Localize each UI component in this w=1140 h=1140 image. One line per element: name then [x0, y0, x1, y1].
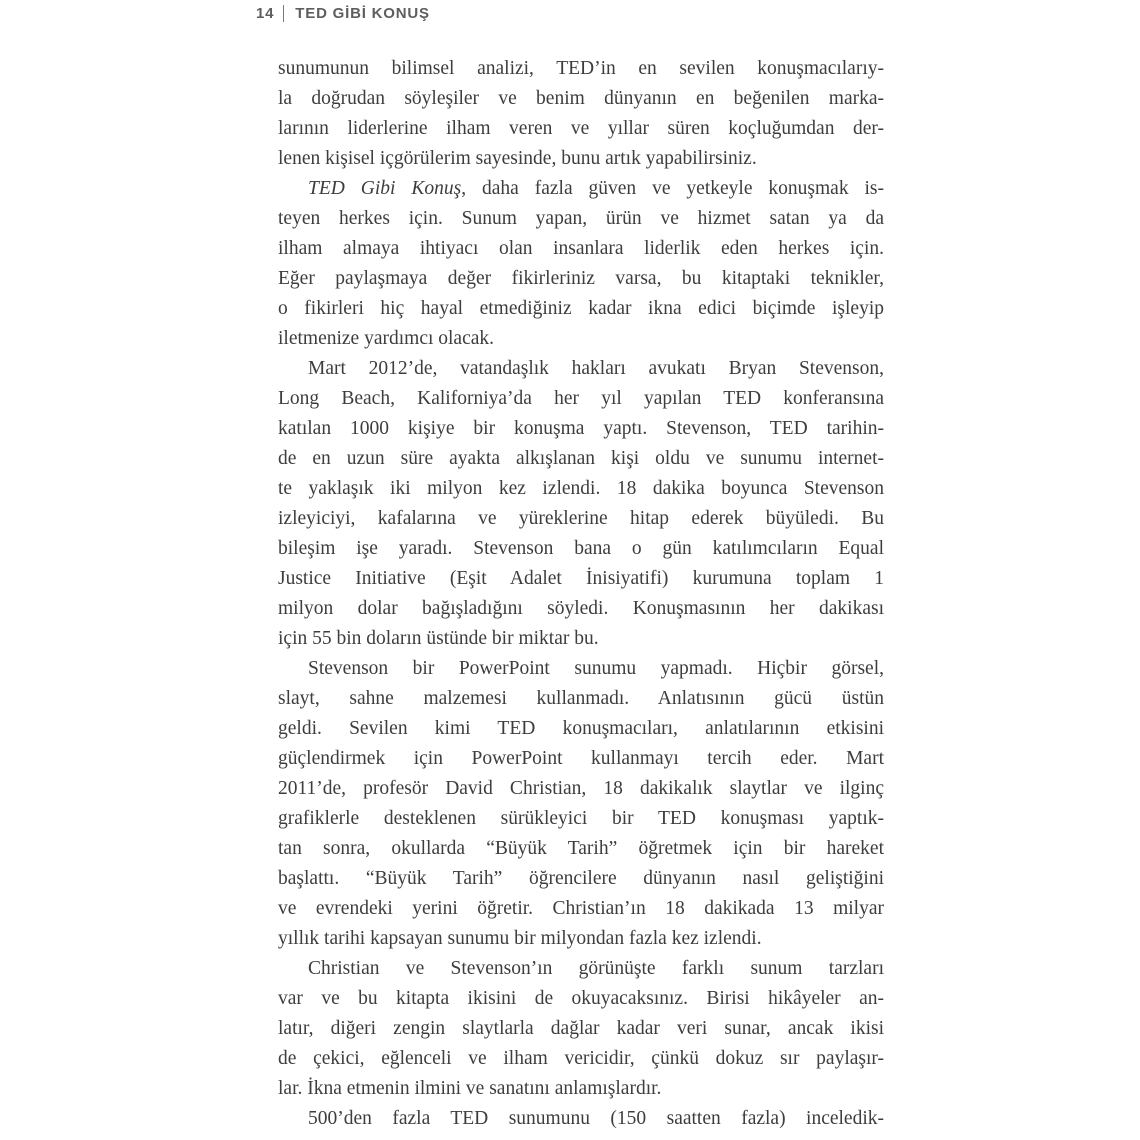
text-line: lar. İkna etmenin ilmini ve sanatını anlamışlardır. — [278, 1078, 662, 1099]
text-line: Eğer paylaşmaya değer fikirleriniz varsa, bu kitaptaki teknikler, — [278, 268, 884, 289]
text-line: katılan 1000 kişiye bir konuşma yaptı. Stevenson, TED tarihin- — [278, 418, 884, 439]
page-number: 14 — [256, 5, 275, 22]
text-line: Justice Initiative (Eşit Adalet İnisiyatifi) kurumuna toplam 1 — [278, 568, 884, 589]
text-line: larının liderlerine ilham veren ve yıllar süren koçluğumdan der- — [278, 118, 884, 139]
paragraph — [278, 174, 884, 354]
text-line: teyen herkes için. Sunum yapan, ürün ve hizmet satan ya da — [278, 208, 884, 229]
text-line: ilham almaya ihtiyacı olan insanlara liderlik eden herkes için. — [278, 238, 884, 259]
italic-text: TED Gibi Konuş — [308, 178, 462, 199]
text-line: geldi. Sevilen kimi TED konuşmacıları, anlatılarının etkisini — [278, 718, 884, 739]
text-line: te yaklaşık iki milyon kez izlendi. 18 dakika boyunca Stevenson — [278, 478, 884, 499]
paragraph — [278, 354, 884, 654]
text-line: Christian ve Stevenson’ın görünüşte farklı sunum tarzları — [308, 958, 884, 979]
text-line: başlattı. “Büyük Tarih” öğrencilere dünyanın nasıl geliştiğini — [278, 868, 884, 889]
text-line: güçlendirmek için PowerPoint kullanmayı tercih eder. Mart — [278, 748, 884, 769]
text-line: 500’den fazla TED sunumunu (150 saatten fazla) inceledik- — [308, 1108, 884, 1129]
text-line: ve evrendeki yerini öğretir. Christian’ın 18 dakikada 13 milyar — [278, 898, 884, 919]
text-line: de en uzun süre ayakta alkışlanan kişi oldu ve sunumu internet- — [278, 448, 884, 469]
text-line: la doğrudan söyleşiler ve benim dünyanın en beğenilen marka- — [278, 88, 884, 109]
text-line: 2011’de, profesör David Christian, 18 dakikalık slaytlar ve ilginç — [278, 778, 884, 799]
text-line: sunumunun bilimsel analizi, TED’in en sevilen konuşmacılarıy- — [278, 58, 884, 79]
header-title: TED GİBİ KONUŞ — [295, 5, 430, 22]
text-line: için 55 bin doların üstünde bir miktar bu. — [278, 628, 599, 649]
text-line: Mart 2012’de, vatandaşlık hakları avukatı Bryan Stevenson, — [308, 358, 884, 379]
text-line: slayt, sahne malzemesi kullanmadı. Anlatısının gücü üstün — [278, 688, 884, 709]
text-line: Stevenson bir PowerPoint sunumu yapmadı. Hiçbir görsel, — [308, 658, 884, 679]
page-header — [256, 5, 430, 22]
paragraph — [278, 54, 884, 174]
text-line: tan sonra, okullarda “Büyük Tarih” öğretmek için bir hareket — [278, 838, 884, 859]
text-line: iletmenize yardımcı olacak. — [278, 328, 495, 349]
paragraph — [278, 1104, 884, 1134]
text-line: lenen kişisel içgörülerim sayesinde, bunu artık yapabilirsiniz. — [278, 148, 757, 169]
text-line: milyon dolar bağışladığını söyledi. Konuşmasının her dakikası — [278, 598, 884, 619]
text-line: o fikirleri hiç hayal etmediğiniz kadar ikna edici biçimde işleyip — [278, 298, 884, 319]
text-line: var ve bu kitapta ikisini de okuyacaksınız. Birisi hikâyeler an- — [278, 988, 884, 1009]
text-line: latır, diğeri zengin slaytlarla dağlar kadar veri sunar, ancak ikisi — [278, 1018, 884, 1039]
text-line: de çekici, eğlenceli ve ilham vericidir, çünkü dokuz sır paylaşır- — [278, 1048, 884, 1069]
text-line: bileşim işe yaradı. Stevenson bana o gün katılımcıların Equal — [278, 538, 884, 559]
paragraph — [278, 954, 884, 1104]
header-separator — [283, 5, 284, 22]
text-line: yıllık tarihi kapsayan sunumu bir milyondan fazla kez izlendi. — [278, 928, 762, 949]
text-line: izleyiciyi, kafalarına ve yüreklerine hitap ederek büyüledi. Bu — [278, 508, 884, 529]
text-segment: , daha fazla güven ve yetkeyle konuşmak is- — [461, 178, 884, 199]
text-column — [278, 54, 884, 1134]
text-line — [278, 174, 884, 204]
text-line: Long Beach, Kaliforniya’da her yıl yapılan TED konferansına — [278, 388, 884, 409]
paragraph — [278, 654, 884, 954]
text-line: grafiklerle desteklenen sürükleyici bir TED konuşması yaptık- — [278, 808, 884, 829]
